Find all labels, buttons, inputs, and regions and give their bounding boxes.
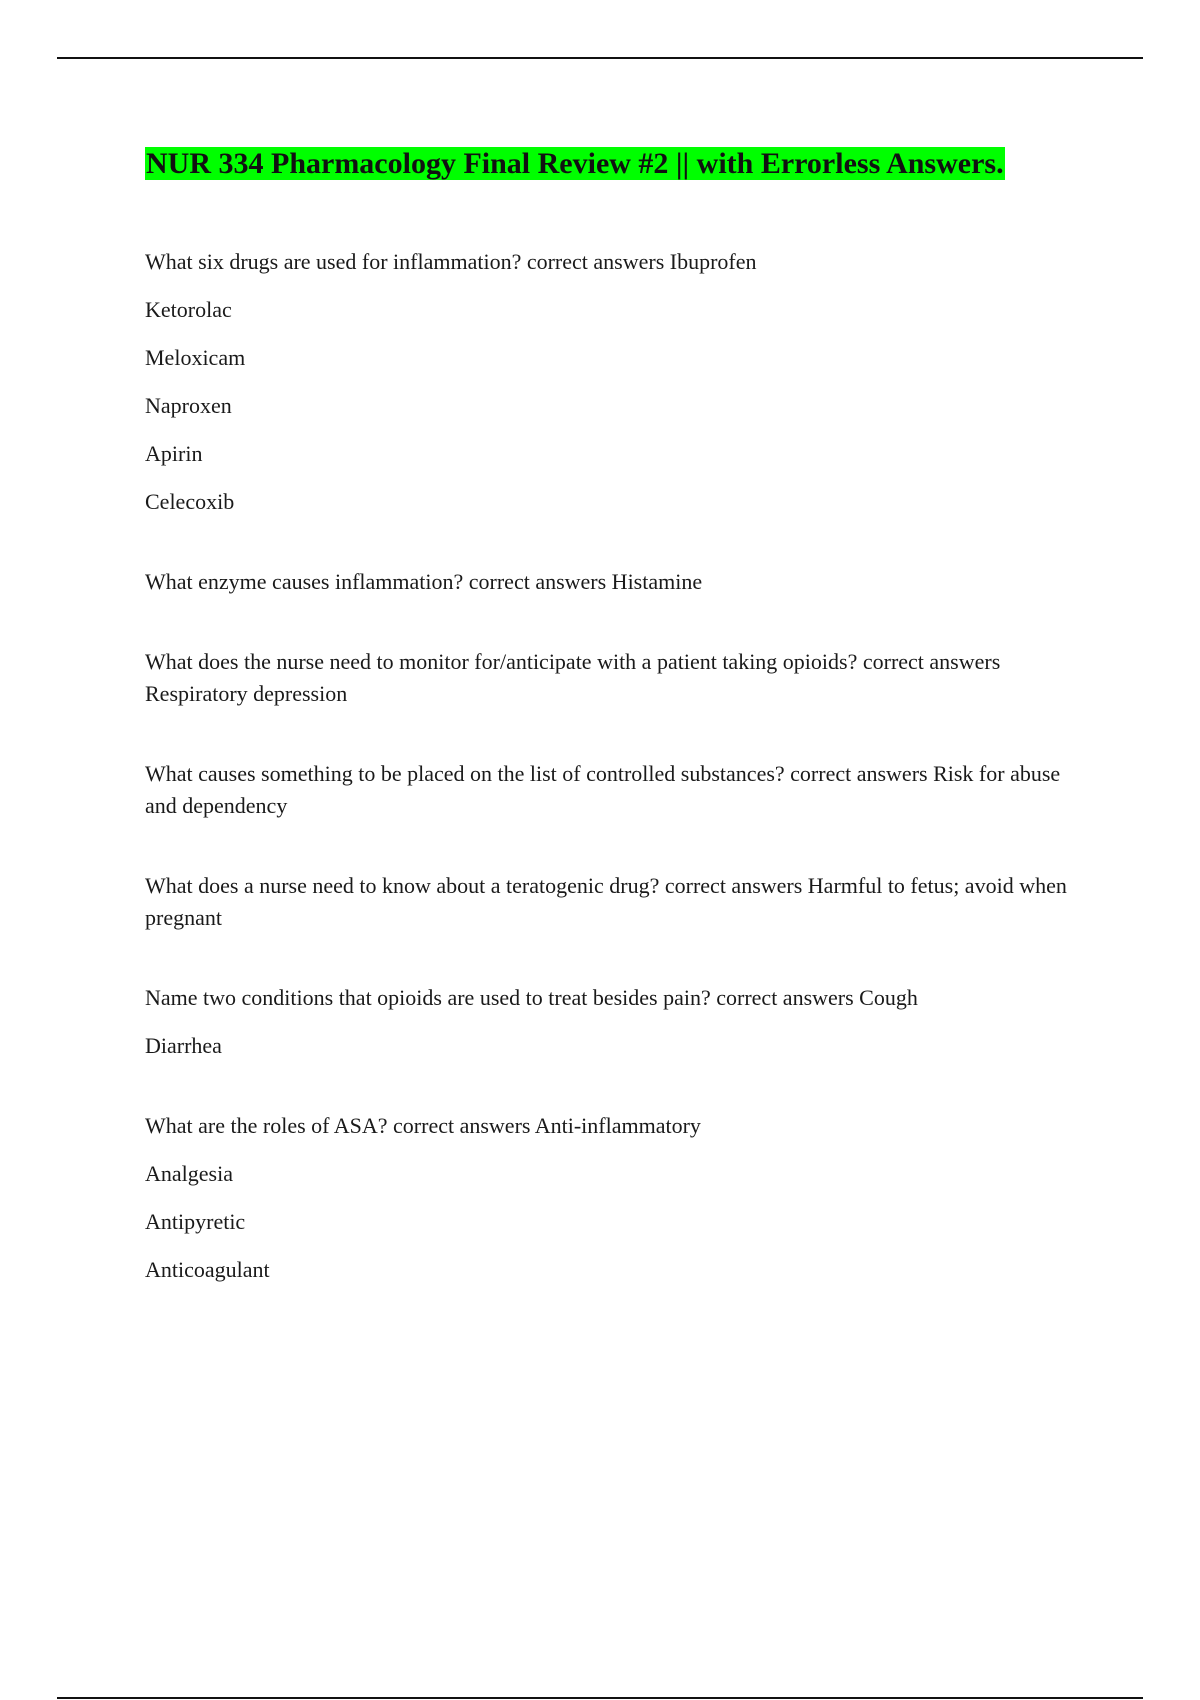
- answer-line: Diarrhea: [145, 1033, 222, 1058]
- question-answer-line: What are the roles of ASA? correct answers Anti-inflammatory: [145, 1113, 701, 1138]
- qa-item: [145, 870, 1085, 934]
- answer-line: Celecoxib: [145, 489, 235, 514]
- question-answer-line: What enzyme causes inflammation? correct answers Histamine: [145, 569, 703, 594]
- qa-item: [145, 566, 1085, 598]
- answer-line: Meloxicam: [145, 345, 246, 370]
- answer-line: Ketorolac: [145, 297, 232, 322]
- answer-line: Naproxen: [145, 393, 232, 418]
- answer-line: Analgesia: [145, 1161, 233, 1186]
- qa-item: [145, 646, 1085, 710]
- question-answer-line: What does a nurse need to know about a teratogenic drug? correct answers Harmful to fetus; avoid when pregnant: [145, 873, 1067, 930]
- header-rule: [57, 57, 1143, 59]
- question-answer-line: What six drugs are used for inflammation? correct answers Ibuprofen: [145, 249, 757, 274]
- question-answer-line: What does the nurse need to monitor for/anticipate with a patient taking opioids? correct answers Respiratory depression: [145, 649, 1001, 706]
- qa-item: [145, 758, 1085, 822]
- qa-item: [145, 1110, 1085, 1286]
- qa-item: [145, 982, 1085, 1062]
- title-block: [145, 146, 1085, 182]
- answer-line: Anticoagulant: [145, 1257, 270, 1282]
- footer-rule: [57, 1697, 1143, 1699]
- question-answer-line: What causes something to be placed on the list of controlled substances? correct answers Risk for abuse and dependency: [145, 761, 1061, 818]
- answer-line: Apirin: [145, 441, 203, 466]
- document-body: [145, 146, 1085, 1334]
- document-title: NUR 334 Pharmacology Final Review #2 || with Errorless Answers.: [146, 147, 1004, 180]
- question-answer-line: Name two conditions that opioids are used to treat besides pain? correct answers Cough: [145, 985, 918, 1010]
- qa-item: [145, 246, 1085, 518]
- answer-line: Antipyretic: [145, 1209, 246, 1234]
